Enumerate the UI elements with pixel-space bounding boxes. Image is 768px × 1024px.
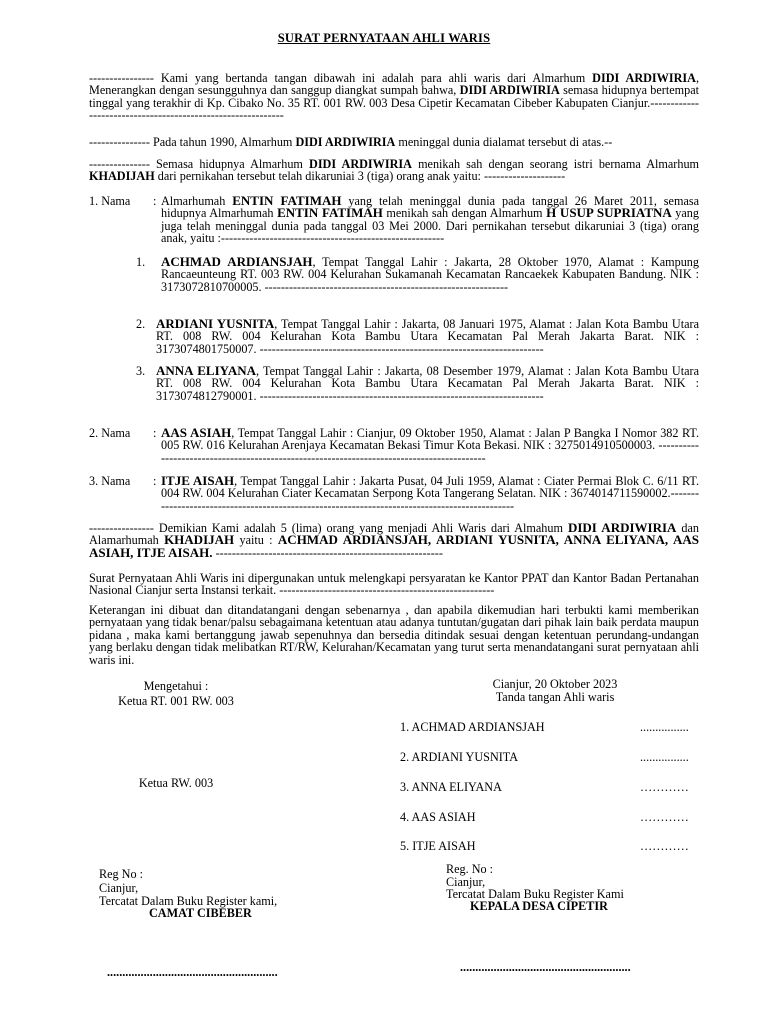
text-run: semasa hidupnya bertempat tinggal yang terakhir di Kp. Cibako No. 35 RT. 001 RW. 003 Desa Cipetir Kecamatan Cibeber Kabupaten Cianjur.------------------------------------------------------------ [89,83,700,123]
text-run: Kami yang bertanda tangan dibawah ini adalah para ahli waris dari Almarhum [153,71,593,85]
document-title: SURAT PERNYATAAN AHLI WARIS [277,31,491,45]
text-run: , Tempat Tanggal Lahir : Jakarta, 08 Januari 1975, Alamat : Jalan Kota Bambu Utara RT. 008 RW. 004 Kelurahan Kota Bambu Utara Kecamatan Pal Merah Jakarta Barat. NIK : 3173074801750007. ---------------------------------------------------------------------- [156,317,699,356]
child-1-name: ACHMAD ARDIANSJAH [161,254,313,269]
child-1-number: 1. [136,255,146,269]
child-3-name: ANNA ELIYANA [156,363,257,378]
child-2-number: 2. [136,317,146,331]
signer-3-dots: ………… [640,780,689,794]
right-tercatat: Tercatat Dalam Buku Register Kami [446,887,624,901]
text-run: , Tempat Tanggal Lahir : Jakarta, 08 Desember 1979, Alamat : Jalan Kota Bambu Utara RT. 008 RW. 004 Kelurahan Kota Bambu Utara Kecamatan Pal Merah Jakarta Barat. NIK : 3173074812790001. ---------------------------------------------------------------------- [156,364,699,403]
name-didi: DIDI ARDIWIRIA [459,83,560,98]
left-tercatat: Tercatat Dalam Buku Register kami, [99,894,278,908]
text-run: , Tempat Tanggal Lahir : Jakarta, 28 Oktober 1970, Alamat : Kampung Rancaeunteung RT. 003 RW. 004 Kelurahan Sukamanah Kecamatan Rancaekek Kabupaten Bandung. NIK : 3173072810700005. ------------------------------------------------------------ [161,255,699,294]
signer-1-name: 1. ACHMAD ARDIANSJAH [400,720,545,734]
child-2-name: ARDIANI YUSNITA [156,316,275,331]
text-run: menikah sah dengan Almarhum [382,206,547,221]
text-run: Almarhumah [161,194,233,208]
dash-run: ---------------- [89,521,154,535]
text-run: , Tempat Tanggal Lahir : Jakarta Pusat, 04 Juli 1959, Alamat : Ciater Permai Blok C. 6/11 RT. 004 RW. 004 Kelurahan Ciater Kecamatan Serpong Kota Tangerang Selatan. NIK : 3674014711590002.---------------------------------------------------------------------------------------------- [161,474,699,513]
heir-2-name: AAS ASIAH [161,425,232,440]
child-3-description [156,365,699,402]
heir-1-label: 1. Nama [89,194,131,208]
paragraph-summary [89,522,699,559]
kepala-desa-title: KEPALA DESA CIPETIR [470,899,608,913]
name-entin: ENTIN FATIMAH [277,205,383,221]
heir-2-description [161,427,699,464]
signer-5-dots: ………… [640,839,689,853]
text-run: Pada tahun 1990, Almarhum [149,135,296,149]
heir-names-list: ACHMAD ARDIANSJAH, ARDIANI YUSNITA, ANNA ELIYANA, AAS ASIAH, ITJE AISAH. [89,532,699,560]
signer-5-name: 5. ITJE AISAH [400,839,476,853]
heir-3-label: 3. Nama [89,474,131,488]
child-2-description [156,318,699,355]
left-signature-line: ........................................................ [107,965,278,979]
name-entin: ENTIN FATIMAH [232,193,342,208]
signer-1-dots: ................ [640,720,689,734]
paragraph-declaration: Keterangan ini dibuat dan ditandatangani dengan sebenarnya , dan apabila dikemudian hari terbukti kami memberikan pernyataan yang tidak benar/palsu sebagaimana ketentuan atau adanya tuntutan/gugatan dari pihak lain baik perdata maupun pidana , maka kami bertanggung jawab sepenuhnya dan bersedia ditindak sesuai dengan ketentuan perundang-undangan yang berlaku dengan tidak melibatkan RT/RW, Kelurahan/Kecamatan yang turut serta menandatangani surat pernyataan ahli waris ini. [89,603,699,667]
left-reg-no: Reg No : [99,867,144,881]
dash-run: --------------- [89,135,150,149]
text-run: Demikian Kami adalah 5 (lima) orang yang menjadi Ahli Waris dari Almahum [153,521,568,535]
dash-run: --------------- [89,157,150,171]
text-run: yang telah meninggal dunia pada tanggal 26 Maret 2011, semasa hidupnya Almarhumah [161,194,700,221]
ttd-label: Tanda tangan Ahli waris [495,690,615,704]
text-run: Semasa hidupnya Almarhum [149,157,310,171]
place-date: Cianjur, 20 Oktober 2023 [492,677,618,691]
text-run: , Menerangkan dengan sesungguhnya dan sanggup diangkat sumpah bahwa, [89,71,699,98]
paragraph-death [89,136,699,148]
text-run: dan Alamarhumah [89,521,699,548]
text-run: yaitu : [234,533,278,548]
ketua-rt-label: Ketua RT. 001 RW. 003 [118,694,234,708]
signer-2-dots: ................ [640,750,689,764]
text-run: , Tempat Tanggal Lahir : Cianjur, 09 Oktober 1950, Alamat : Jalan P Bangka I Nomor 382 RT. 005 RW. 016 Kelurahan Arenjaya Kecamatan Bekasi Timur Kota Bekasi. NIK : 3275014910500003. ------------------------------------------------------------------------------------------ [161,426,699,465]
ketua-rw-label: Ketua RW. 003 [138,776,214,790]
paragraph-marriage [89,158,699,183]
text-run: dari pernikahan tersebut telah dikaruniai 3 (tiga) orang anak yaitu: -------------------- [154,169,566,184]
text-run: -------------------------------------------------------- [212,545,443,560]
right-city: Cianjur, [446,875,486,889]
name-didi: DIDI ARDIWIRIA [567,520,677,535]
heir-1-colon: : [153,194,157,208]
name-khadijah: KHADIJAH [89,169,155,184]
mengetahui-label: Mengetahui : [143,679,209,693]
text-run: menikah sah dengan seorang istri bernama Almarhum [411,157,700,171]
signer-2-name: 2. ARDIANI YUSNITA [400,750,519,764]
heir-3-name: ITJE AISAH [161,473,235,488]
camat-title: CAMAT CIBEBER [149,906,252,920]
name-didi: DIDI ARDIWIRIA [592,71,696,85]
paragraph-statement [89,72,699,122]
signer-3-name: 3. ANNA ELIYANA [400,780,502,794]
name-usup: H USUP SUPRIATNA [546,205,672,221]
right-signature-line: ........................................................ [460,960,631,974]
child-1-description [161,256,699,293]
text-run: meninggal dunia dialamat tersebut di atas.-- [395,135,613,149]
name-didi: DIDI ARDIWIRIA [295,135,396,149]
dash-run: ---------------- [89,71,154,85]
heir-2-label: 2. Nama [89,426,131,440]
right-reg-no: Reg. No : [446,862,494,876]
left-city: Cianjur, [99,881,139,895]
signer-4-name: 4. AAS ASIAH [400,810,476,824]
name-khadijah: KHADIJAH [164,532,235,548]
heir-2-colon: : [153,426,157,440]
heir-1-description [161,195,699,245]
heir-3-description [161,475,699,512]
heir-3-colon: : [153,474,157,488]
signer-4-dots: ………… [640,810,689,824]
paragraph-purpose: Surat Pernyataan Ahli Waris ini dipergunakan untuk melengkapi persyaratan ke Kantor PPAT dan Kantor Badan Pertanahan Nasional Cianjur serta Instansi terkait. ----------------------------------------------------- [89,571,699,598]
text-run: yang juga telah meninggal dunia pada tanggal 03 Mei 2000. Dari pernikahan tersebut dikaruniai 3 (tiga) orang anak, yaitu :------------------------------------------------------- [161,206,699,246]
name-didi: DIDI ARDIWIRIA [309,157,412,171]
child-3-number: 3. [136,364,146,378]
